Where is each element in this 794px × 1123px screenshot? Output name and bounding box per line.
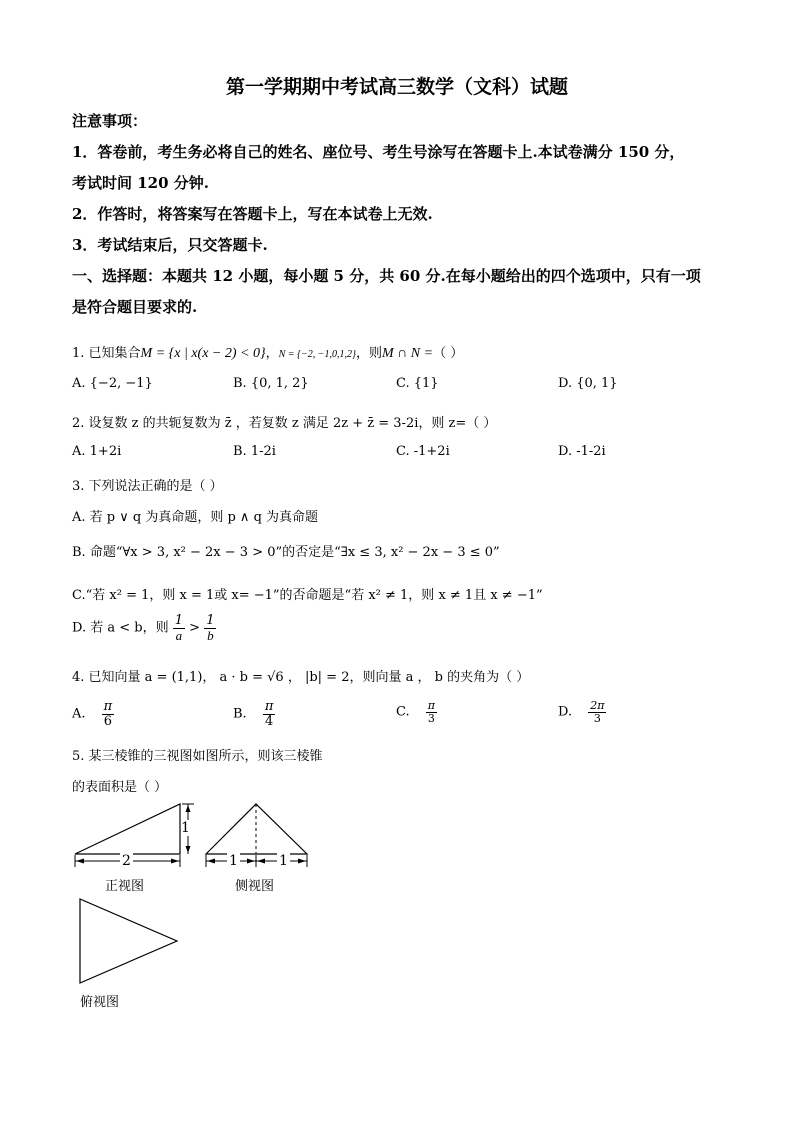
q4-d-label: D. <box>558 704 573 720</box>
notice-heading: 注意事项： <box>72 112 148 130</box>
notice-item-3: 3．考试结束后，只交答题卡. <box>72 236 268 254</box>
q3-d-gt: > <box>189 620 201 636</box>
q2-option-a: A. 1+2i <box>72 444 122 459</box>
q3-d-f2-num: 1 <box>206 613 215 628</box>
notice-item-1: 1．答卷前，考生务必将自己的姓名、座位号、考生号涂写在答题卡上.本试卷满分 150 分， <box>72 143 685 161</box>
side-view-right-label: 1 <box>279 853 288 869</box>
question-5-stem-cont: 的表面积是（ ） <box>72 780 168 795</box>
question-2-stem: 2. 设复数 z 的共轭复数为 z̄ ，若复数 z 满足 2z + z̄ = 3-2i，则 z=（ ） <box>72 416 497 431</box>
notice-item-2: 2．作答时，将答案写在答题卡上，写在本试卷上无效. <box>72 205 433 223</box>
q3-option-a: A. 若 p ∨ q 为真命题，则 p ∧ q 为真命题 <box>72 510 319 525</box>
q1-option-d: D. {0, 1} <box>558 376 618 391</box>
side-view-figure <box>206 804 307 867</box>
q2-option-c: C. -1+2i <box>396 444 450 459</box>
q1-option-a: A. {−2, −1} <box>72 376 153 391</box>
q1-set-m: M = {x | x(x − 2) < 0} <box>140 346 266 361</box>
side-view-caption: 侧视图 <box>235 879 275 894</box>
front-view-figure <box>75 804 194 867</box>
q3-d-f1-num: 1 <box>174 613 184 628</box>
front-view-caption: 正视图 <box>105 879 145 894</box>
q1-paren: （ ） <box>433 346 464 361</box>
top-view-caption: 俯视图 <box>80 995 120 1010</box>
q4-c-num: π <box>427 699 435 712</box>
q3-d-f1-den: a <box>175 627 183 643</box>
section-heading: 一、选择题：本题共 12 小题，每小题 5 分，共 60 分.在每小题给出的四个选项中，只有一项 <box>72 267 701 285</box>
question-5-stem: 5. 某三棱锥的三视图如图所示，则该三棱锥 <box>72 749 323 764</box>
q4-c-den: 3 <box>427 711 435 725</box>
q3-option-c: C.“若 x² = 1，则 x = 1或 x= −1”的否命题是“若 x² ≠ 1，则 x ≠ 1且 x ≠ −1” <box>72 588 543 603</box>
q2-option-b: B. 1-2i <box>233 444 276 459</box>
q3-d-f2-den: b <box>207 627 214 643</box>
exam-title: 第一学期期中考试高三数学（文科）试题 <box>225 76 568 98</box>
q4-c-label: C. <box>396 704 410 720</box>
front-view-height-label: 1 <box>181 820 190 836</box>
q4-a-label: A. <box>72 706 86 722</box>
q4-a-den: 6 <box>103 713 113 729</box>
top-view-figure <box>80 899 177 983</box>
q1-stem-b: ，则 <box>356 346 383 361</box>
q1-intersection: M ∩ N = <box>382 346 434 361</box>
q1-option-b: B. {0, 1, 2} <box>233 376 309 391</box>
q1-set-n: N = {−2, −1,0,1,2} <box>278 349 356 360</box>
question-3-stem: 3. 下列说法正确的是（ ） <box>72 479 223 494</box>
q4-d-den: 3 <box>593 711 601 725</box>
q1-sep: ， <box>265 346 279 361</box>
q1-option-c: C. {1} <box>396 376 439 391</box>
q4-a-num: π <box>103 699 113 714</box>
question-4-stem: 4. 已知向量 a = (1,1)， a · b = √6 ， |b| = 2，则向量 a ， b 的夹角为（ ） <box>72 670 530 685</box>
notice-item-1-cont: 考试时间 120 分钟. <box>72 174 209 192</box>
q4-d-num: 2π <box>590 699 605 712</box>
q2-option-d: D. -1-2i <box>558 444 606 459</box>
side-view-left-label: 1 <box>229 853 238 869</box>
front-view-width-label: 2 <box>122 853 131 869</box>
q4-b-num: π <box>264 699 274 714</box>
q4-b-label: B. <box>233 706 247 722</box>
q3-option-b: B. 命题“∀x > 3, x² − 2x − 3 > 0”的否定是“∃x ≤ 3, x² − 2x − 3 ≤ 0” <box>72 545 500 560</box>
q4-b-den: 4 <box>264 713 274 729</box>
q1-stem-a: 1. 已知集合 <box>72 346 141 361</box>
q3-d-prefix: D. 若 a < b，则 <box>72 620 169 636</box>
section-heading-cont: 是符合题目要求的. <box>72 298 198 316</box>
